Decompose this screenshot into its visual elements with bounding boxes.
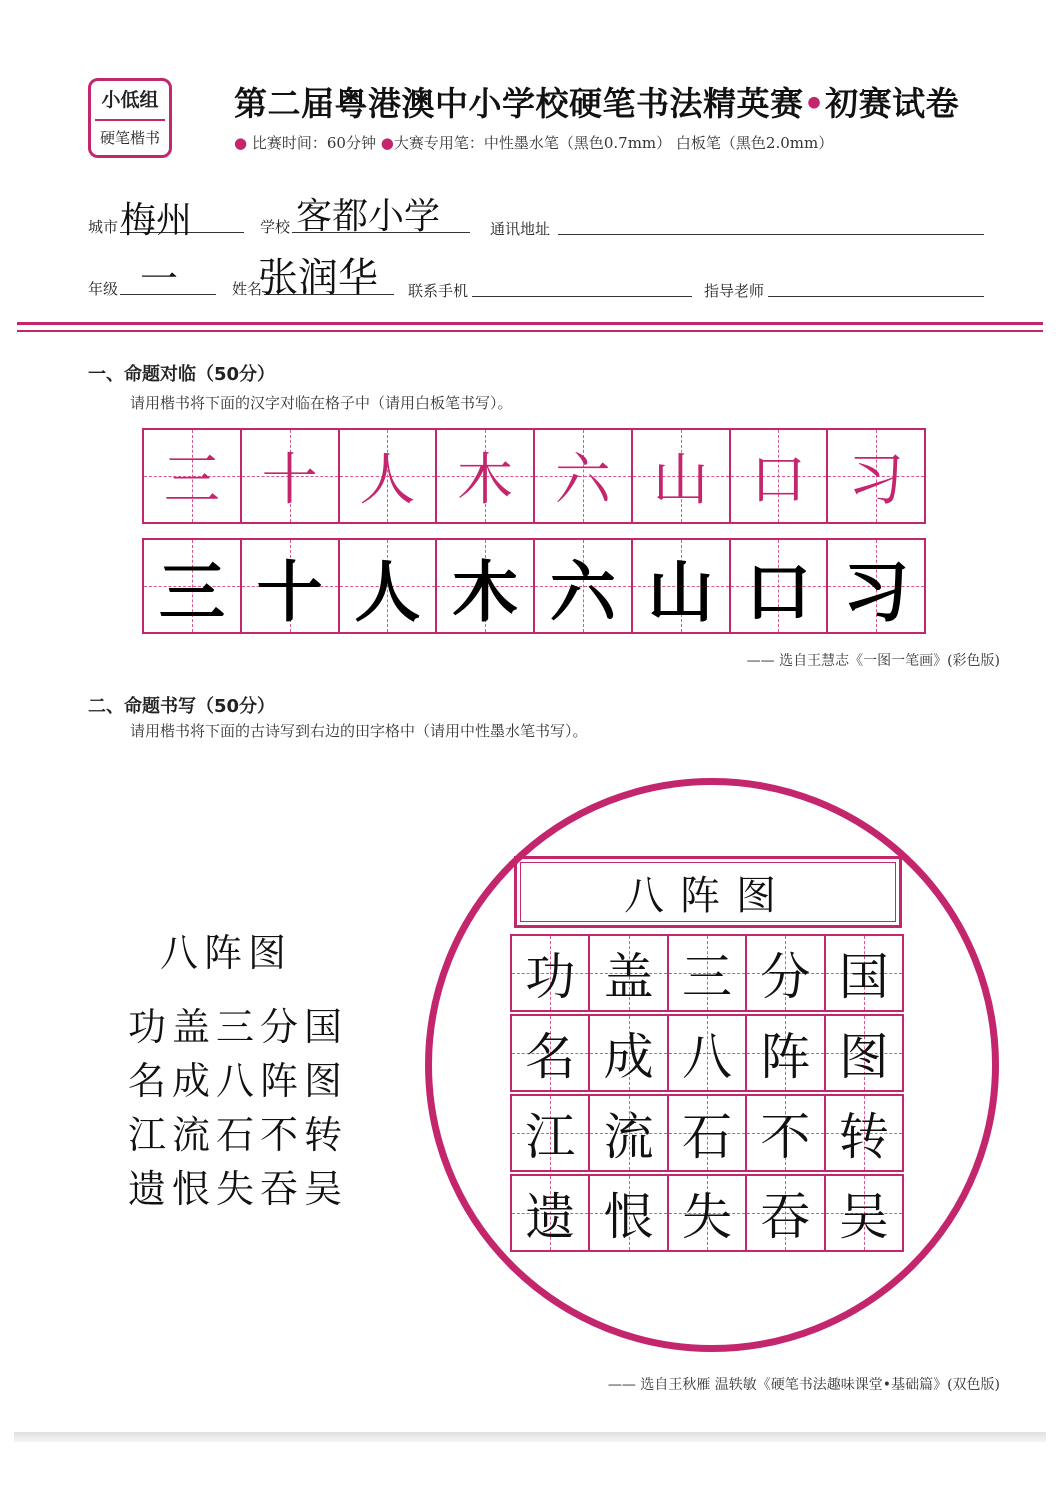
exam-info <box>234 132 833 153</box>
written-char: 人 <box>354 553 421 631</box>
address-field[interactable] <box>558 234 984 235</box>
model-cell <box>437 430 535 522</box>
poem-line: 江流石不转 <box>128 1113 349 1157</box>
poem-cell[interactable] <box>590 1016 668 1090</box>
address-label: 通讯地址 <box>490 220 551 238</box>
written-char: 吞 <box>760 1188 811 1246</box>
section2-credit: —— 选自王秋雁 温轶敏《硬笔书法趣味课堂•基础篇》(双色版) <box>607 1377 1000 1393</box>
model-char: 三 <box>163 448 220 513</box>
poem-cell[interactable] <box>747 1016 825 1090</box>
model-cell <box>828 430 924 522</box>
poem-writing-grid[interactable] <box>510 934 904 1254</box>
model-char: 木 <box>457 448 514 513</box>
school-value: 客都小学 <box>296 196 441 237</box>
poem-line: 遗恨失吞吴 <box>128 1167 349 1211</box>
poem-cell[interactable] <box>669 1016 747 1090</box>
model-cell <box>242 430 340 522</box>
copy-cell[interactable] <box>437 540 535 632</box>
model-cell <box>633 430 731 522</box>
poem-cell[interactable] <box>512 1016 590 1090</box>
model-cell <box>144 430 242 522</box>
copy-cell[interactable] <box>828 540 924 632</box>
copy-grid-row[interactable] <box>142 538 926 634</box>
poem-grid-row <box>510 1174 904 1252</box>
group-badge <box>88 78 172 158</box>
title-suffix: 初赛试卷 <box>825 84 960 123</box>
poem-cell[interactable] <box>747 936 825 1010</box>
written-char: 吴 <box>838 1188 889 1246</box>
badge-top: 小低组 <box>101 89 159 111</box>
written-char: 恨 <box>603 1188 654 1246</box>
written-char: 成 <box>603 1028 654 1086</box>
model-char: 十 <box>261 448 318 513</box>
poem-cell[interactable] <box>590 936 668 1010</box>
copy-cell[interactable] <box>144 540 242 632</box>
written-char: 流 <box>603 1108 654 1166</box>
model-char: 习 <box>848 448 905 513</box>
city-value: 梅州 <box>120 200 193 241</box>
section1-credit: —— 选自王慧志《一图一笔画》(彩色版) <box>746 653 1000 669</box>
written-char: 口 <box>745 553 812 631</box>
written-char: 三 <box>158 553 225 631</box>
poem-line: 功盖三分国 <box>128 1005 349 1049</box>
poem-cell[interactable] <box>747 1096 825 1170</box>
written-char: 木 <box>452 553 519 631</box>
written-title: 八阵图 <box>624 872 792 919</box>
title-main: 第二届粤港澳中小学校硬笔书法精英赛 <box>234 84 804 123</box>
header-divider <box>17 322 1043 325</box>
written-char: 阵 <box>760 1028 811 1086</box>
scan-edge <box>14 1432 1046 1442</box>
written-char: 功 <box>525 948 576 1006</box>
poem-cell[interactable] <box>826 936 902 1010</box>
name-value: 张润华 <box>258 255 378 301</box>
poem-cell[interactable] <box>512 1096 590 1170</box>
poem-cell[interactable] <box>669 1176 747 1250</box>
poem-cell[interactable] <box>826 1016 902 1090</box>
phone-label: 联系手机 <box>408 282 469 300</box>
poem-cell[interactable] <box>826 1096 902 1170</box>
grade-label: 年级 <box>88 280 119 298</box>
section1-instruction: 请用楷书将下面的汉字对临在格子中（请用白板笔书写）。 <box>130 394 513 412</box>
written-char: 失 <box>682 1188 733 1246</box>
poem-cell[interactable] <box>826 1176 902 1250</box>
written-title-box[interactable] <box>514 856 902 928</box>
written-char: 遗 <box>525 1188 576 1246</box>
bullet-icon: ● <box>234 134 248 152</box>
model-char: 山 <box>652 448 709 513</box>
bullet-icon: ● <box>380 134 394 152</box>
copy-cell[interactable] <box>731 540 829 632</box>
poem-cell[interactable] <box>669 1096 747 1170</box>
written-char: 六 <box>549 553 616 631</box>
written-char: 转 <box>838 1108 889 1166</box>
poem-grid-row <box>510 1094 904 1172</box>
model-cell <box>535 430 633 522</box>
header-divider-thin <box>17 330 1043 332</box>
written-char: 图 <box>838 1028 889 1086</box>
written-char: 分 <box>760 948 811 1006</box>
written-char: 八 <box>682 1028 733 1086</box>
model-cell <box>340 430 438 522</box>
copy-cell[interactable] <box>633 540 731 632</box>
poem-cell[interactable] <box>669 936 747 1010</box>
written-char: 三 <box>682 948 733 1006</box>
model-cell <box>731 430 829 522</box>
badge-bottom: 硬笔楷书 <box>99 129 160 147</box>
written-char: 名 <box>525 1028 576 1086</box>
written-char: 盖 <box>603 948 654 1006</box>
poem-cell[interactable] <box>512 1176 590 1250</box>
written-char: 不 <box>760 1108 811 1166</box>
city-label: 城市 <box>88 218 119 236</box>
model-grid-row <box>142 428 926 524</box>
poem-cell[interactable] <box>512 936 590 1010</box>
grade-value: 一 <box>140 257 179 301</box>
poem-cell[interactable] <box>590 1176 668 1250</box>
written-char: 山 <box>647 553 714 631</box>
poem-cell[interactable] <box>590 1096 668 1170</box>
section1-title: 一、命题对临（50分） <box>88 364 276 385</box>
section2-instruction: 请用楷书将下面的古诗写到右边的田字格中（请用中性墨水笔书写）。 <box>130 722 588 740</box>
title-dot: • <box>803 84 826 123</box>
phone-field[interactable] <box>472 296 692 297</box>
poem-cell[interactable] <box>747 1176 825 1250</box>
teacher-field[interactable] <box>768 296 984 297</box>
poem-title: 八阵图 <box>160 931 293 975</box>
written-char: 国 <box>838 948 889 1006</box>
model-char: 口 <box>750 448 807 513</box>
poem-line: 名成八阵图 <box>128 1059 349 1103</box>
copy-cell[interactable] <box>340 540 438 632</box>
written-char: 江 <box>525 1108 576 1166</box>
poem-grid-row <box>510 1014 904 1092</box>
exam-time: 比赛时间：60分钟 <box>251 134 376 152</box>
copy-cell[interactable] <box>535 540 633 632</box>
written-char: 十 <box>256 553 323 631</box>
poem-grid-row <box>510 934 904 1012</box>
name-label: 姓名 <box>232 280 263 298</box>
page-title <box>234 78 959 125</box>
written-char: 习 <box>843 553 910 631</box>
copy-cell[interactable] <box>242 540 340 632</box>
teacher-label: 指导老师 <box>704 282 765 300</box>
section2-title: 二、命题书写（50分） <box>88 696 276 717</box>
school-label: 学校 <box>260 218 291 236</box>
model-char: 人 <box>359 448 416 513</box>
exam-pens: 大赛专用笔：中性墨水笔（黑色0.7mm） 白板笔（黑色2.0mm） <box>393 134 834 152</box>
model-char: 六 <box>554 448 611 513</box>
written-char: 石 <box>682 1108 733 1166</box>
